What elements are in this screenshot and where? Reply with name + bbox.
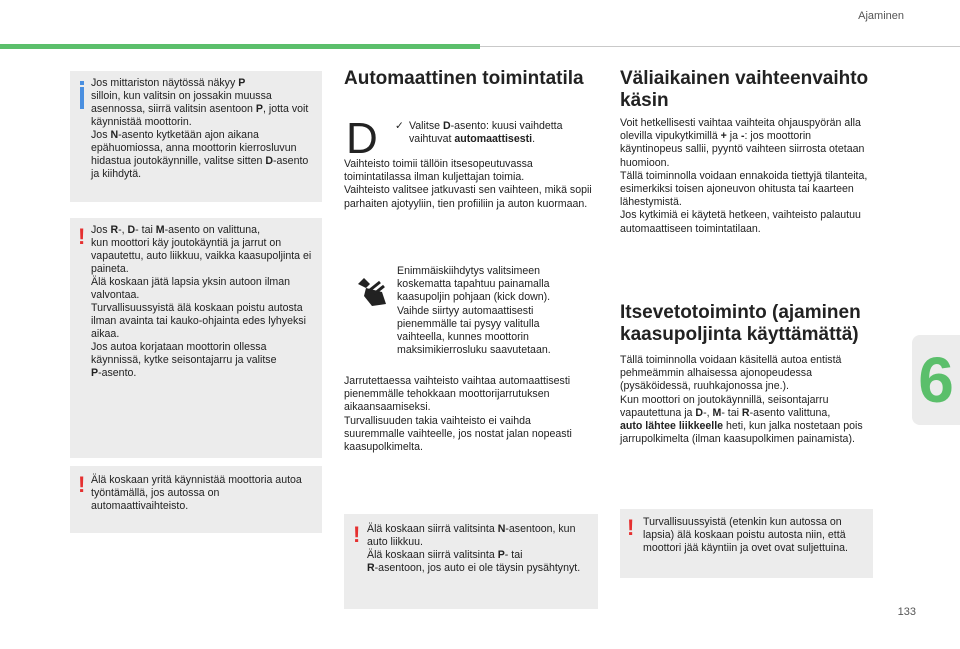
creep-function-title: Itsevetotoiminto (ajaminen kaasupoljinta käyttämättä) bbox=[620, 302, 861, 345]
warning-icon: ! bbox=[78, 472, 86, 497]
manual-shift-text: Voit hetkellisesti vaihtaa vaihteita ohjauspyörän alla olevilla vipukytkimillä + ja -: jos moottorin käyntinopeus sallii, pyyntö vaihteen siirrosta otetaan huomioon. Tällä toiminnolla voidaan ennakoida tiettyjä tilanteita, esimerkiksi toisen ajoneuvon ohitusta tai kaarteen lähestymistä. Jos kytkimiä ei käytetä hetkeen, vaihteisto palautuu automaattiseen toimintatilaan. bbox=[620, 117, 868, 235]
kickdown-text: Enimmäiskiihdytys valitsimeen koskematta tapahtuu painamalla kaasupoljin pohjaan (kick down). Vaihde siirtyy automaattisesti pienemmälle tai pysyy valitulla vaihteella, kunnes moottorin maksimikierrosluku saavutetaan. bbox=[397, 265, 551, 357]
manual-shift-title: Väliaikainen vaihteenvaihto käsin bbox=[620, 68, 869, 111]
warning-box-4-text: Turvallisuussyistä (etenkin kun autossa on lapsia) älä koskaan poistu autosta niin, että moottori jää käyntiin ja ovet ovat suljettuina. bbox=[643, 516, 848, 554]
braking-text: Jarrutettaessa vaihteisto vaihtaa automaattisesti pienemmälle tehokkaan moottorijarrutuksen aikaansaamiseksi. Turvallisuuden takia vaihteisto ei vaihda suuremmalle vaihteelle, jos nostat jalan nopeasti kaasupolkimelta. bbox=[344, 375, 572, 454]
warning-box-2-text: Älä koskaan yritä käynnistää moottoria autoa työntämällä, jos autossa on automaattivaihteisto. bbox=[91, 474, 302, 512]
chapter-number: 6 bbox=[918, 344, 954, 416]
info-icon bbox=[80, 87, 84, 109]
foot-pedal-icon bbox=[352, 270, 392, 310]
adaptive-mode-text: Vaihteisto toimii tällöin itsesopeutuvassa toimintatilassa ilman kuljettajan toimia. Vaihteisto valitsee jatkuvasti sen vaihteen, mikä sopii parhaiten ajotyyliin, tien profiiliin ja auton kuormaan. bbox=[344, 158, 592, 210]
automatic-mode-title: Automaattinen toimintatila bbox=[344, 68, 584, 89]
warning-box-1 bbox=[70, 218, 322, 458]
section-title: Ajaminen bbox=[858, 10, 904, 22]
header-rule bbox=[480, 46, 960, 47]
warning-box-4 bbox=[620, 509, 873, 578]
header-accent-bar bbox=[0, 44, 480, 49]
warning-icon: ! bbox=[627, 515, 635, 540]
warning-box-3-text: Älä koskaan siirrä valitsinta N-asentoon, kun auto liikkuu. Älä koskaan siirrä valitsinta P- tai R-asentoon, jos auto ei ole täysin pysähtynyt. bbox=[367, 523, 581, 574]
warning-icon: ! bbox=[353, 522, 361, 547]
creep-function-text: Tällä toiminnolla voidaan käsitellä autoa entistä pehmeämmin alhaisessa ajonopeudessa (pysäköidessä, ruuhkajonossa jne.). Kun moottori on joutokäynnillä, seisontajarru vapautettuna ja D-, M- tai R-asento valittuna, auto lähtee liikkeelle heti, kun jalka nostetaan pois jarrupolkimelta (ilman kaasupolkimen painamista). bbox=[620, 354, 863, 446]
warning-icon: ! bbox=[78, 224, 86, 249]
gear-d-symbol: D bbox=[346, 114, 378, 163]
warning-box-3 bbox=[344, 514, 598, 609]
bullet-mark: ✓ bbox=[395, 120, 404, 132]
info-box bbox=[70, 71, 322, 202]
info-box-text: Jos mittariston näytössä näkyy P silloin, kun valitsin on jossakin muussa asennossa, siirrä valitsin asentoon P, jotta voit käynnistää moottorin. Jos N-asento kytketään ajon aikana epähuomiossa, anna moottorin kierrosluvun hidastua joutokäynnille, valitse sitten D-asento ja kiihdytä. bbox=[91, 77, 309, 180]
select-d-text: Valitse D-asento: kuusi vaihdetta vaihtuvat automaattisesti. bbox=[409, 120, 563, 146]
warning-box-2 bbox=[70, 466, 322, 533]
warning-box-1-text: Jos R-, D- tai M-asento on valittuna, kun moottori käy joutokäyntiä ja jarrut on vapautettu, auto liikkuu, vaikka kaasupoljinta ei paineta. Älä koskaan jätä lapsia yksin autoon ilman valvontaa. Turvallisuussyistä älä koskaan poistu autosta ilman avainta tai kauko-ohjainta edes lyhyeksi aikaa. Jos autoa korjataan moottorin ollessa käynnissä, kytke seisontajarru ja valitse P-asento. bbox=[91, 224, 312, 379]
page-number: 133 bbox=[897, 606, 916, 618]
chapter-tab bbox=[912, 335, 960, 425]
